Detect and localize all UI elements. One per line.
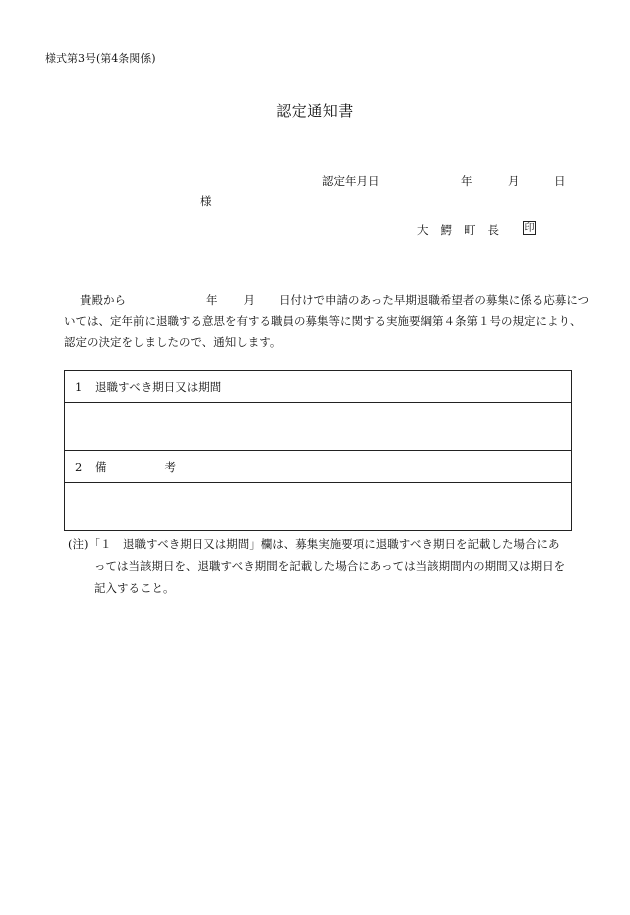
table-row (65, 403, 572, 451)
remarks-value-cell (65, 483, 572, 531)
certification-date-label: 認定年月日 (322, 174, 380, 188)
retirement-date-label: 退職すべき期日又は期間 (95, 379, 222, 394)
remarks-label-part: 考 (164, 459, 176, 474)
issuer-name-part: 長 (487, 223, 499, 237)
table-row (65, 483, 572, 531)
row-number: 2 (75, 459, 83, 474)
body-paragraph (64, 290, 590, 353)
body-text-from: 貴殿から (80, 293, 126, 307)
body-text-date-suffix: 日付けで申請のあった早期退職希望者の募集に係る応募につ (279, 293, 590, 307)
document-title: 認定通知書 (276, 102, 354, 120)
seal-mark: 印 (524, 223, 535, 234)
footnote-line-2: っては当該期日を、退職すべき期間を記載した場合にあっては当該期間内の期間又は期日を (94, 559, 566, 573)
footnote (68, 533, 588, 599)
table-row (65, 451, 572, 483)
addressee-honorific: 様 (200, 194, 212, 208)
date-day-unit: 日 (554, 174, 566, 188)
footnote-line-1: (注)「１ 退職すべき期日又は期間」欄は、募集実施要項に退職すべき期日を記載した場合にあ (68, 537, 560, 551)
retirement-date-value-cell (65, 403, 572, 451)
date-month-unit: 月 (508, 174, 520, 188)
remarks-header-cell (65, 451, 572, 483)
issuer-name-part: 町 (464, 223, 476, 237)
footnote-line-3: 記入すること。 (94, 581, 175, 595)
retirement-date-header-cell (65, 371, 572, 403)
details-table (64, 370, 572, 531)
row-number: 1 (75, 379, 83, 394)
issuer-name-part: 大 (417, 223, 429, 237)
date-year-unit: 年 (461, 174, 473, 188)
table-row (65, 371, 572, 403)
issuer-name-part: 鰐 (440, 223, 452, 237)
issuer-name (417, 222, 511, 238)
form-number: 様式第3号(第4条関係) (45, 52, 156, 65)
body-year-unit: 年 (206, 293, 218, 307)
body-line-1 (64, 290, 590, 311)
remarks-label-part: 備 (95, 459, 107, 474)
body-line-3: 認定の決定をしましたので、通知します。 (64, 335, 282, 349)
body-line-2: いては、定年前に退職する意思を有する職員の募集等に関する実施要綱第４条第１号の規定により、 (64, 314, 582, 328)
body-month-unit: 月 (243, 293, 255, 307)
